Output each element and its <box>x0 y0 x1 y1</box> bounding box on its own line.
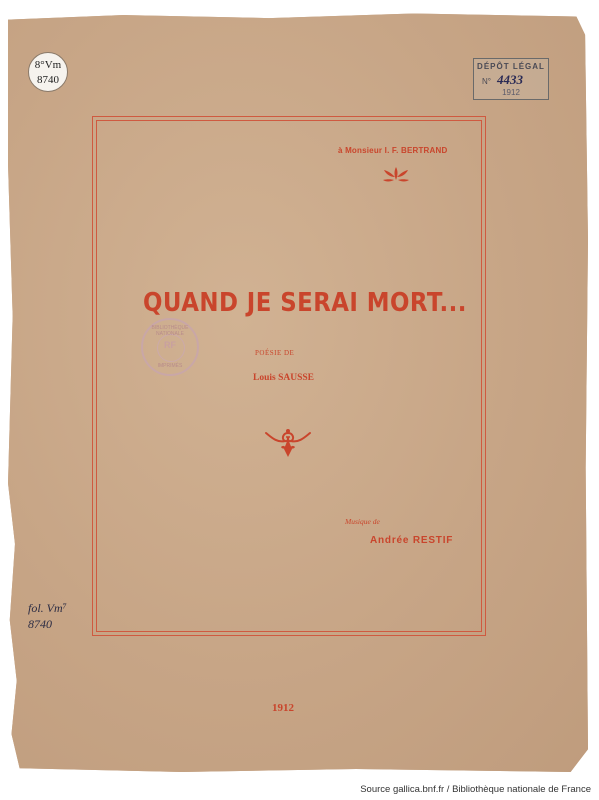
library-stamp-bottom-text: IMPRIMÉS <box>157 363 183 369</box>
depot-title: DÉPÔT LÉGAL <box>477 62 545 71</box>
shelf-mark-line2: 8740 <box>37 74 59 86</box>
handwritten-line2: 8740 <box>28 617 52 631</box>
library-stamp <box>141 318 199 376</box>
shelf-mark-line1: 8°Vm <box>34 59 62 71</box>
shelf-mark-stamp <box>28 52 68 92</box>
depot-number-prefix: N° <box>482 77 491 86</box>
music-label: Musique de <box>345 517 380 526</box>
song-title: QUAND JE SERAI MORT... <box>143 288 467 318</box>
poetry-label: POÉSIE DE <box>255 349 295 357</box>
library-stamp-top-text: BIBLIOTHÈQUE NATIONALE <box>151 325 189 337</box>
publication-year: 1912 <box>272 702 294 714</box>
source-credit: Source gallica.bnf.fr / Bibliothèque nationale de France <box>360 784 591 795</box>
library-stamp-center-text: RF <box>164 340 176 350</box>
depot-number-line <box>474 72 548 88</box>
composer-name: Andrée RESTIF <box>370 535 454 546</box>
depot-number: 4433 <box>496 72 523 87</box>
handwritten-line1: fol. Vm⁷ <box>28 601 67 615</box>
floral-ornament-icon <box>381 165 411 183</box>
handwritten-shelf-mark <box>28 600 67 632</box>
depot-year: 1912 <box>502 88 520 97</box>
fleuron-ornament-icon <box>263 427 313 459</box>
poet-name: Louis SAUSSE <box>253 373 314 383</box>
dedication: à Monsieur I. F. BERTRAND <box>338 146 448 155</box>
depot-legal-stamp <box>473 58 549 100</box>
